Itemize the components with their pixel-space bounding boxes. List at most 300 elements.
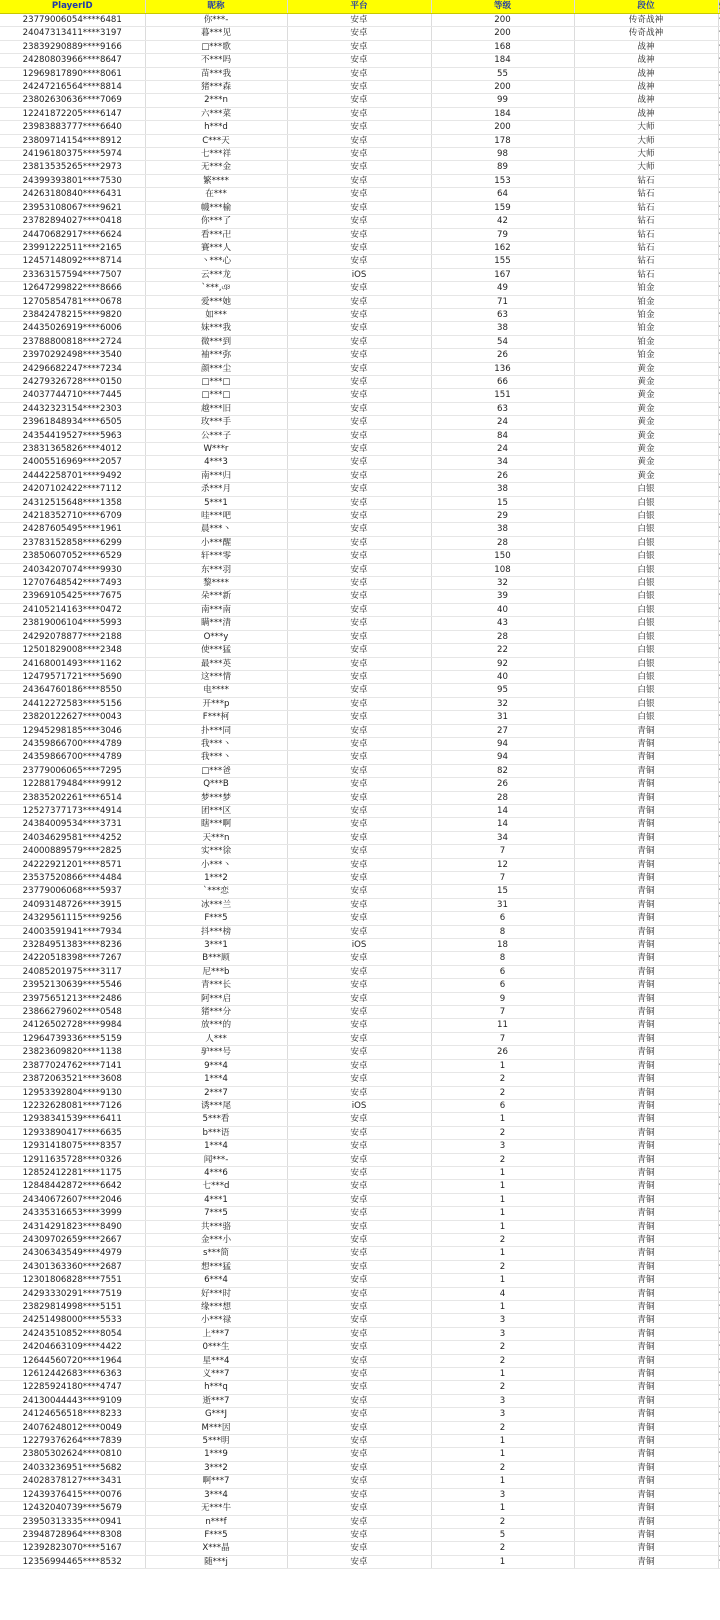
cell-level: 32 — [431, 697, 574, 710]
cell-nickname: 义***7 — [145, 1368, 287, 1381]
cell-platform: 安卓 — [287, 1113, 431, 1126]
cell-platform: 安卓 — [287, 603, 431, 616]
cell-player-id: 12232628081****7126 — [0, 1099, 145, 1112]
cell-nickname: 使***猛 — [145, 644, 287, 657]
cell-player-id: 24384009534****3731 — [0, 818, 145, 831]
cell-level: 24 — [431, 416, 574, 429]
cell-nickname: 晨***丶 — [145, 523, 287, 536]
cell-nickname: 扑***同 — [145, 724, 287, 737]
cell-platform: 安卓 — [287, 14, 431, 27]
cell-player-id: 24306343549****4979 — [0, 1247, 145, 1260]
cell-level: 39 — [431, 590, 574, 603]
cell-platform: 安卓 — [287, 670, 431, 683]
cell-nickname: 云***龙 — [145, 268, 287, 281]
cell-level: 4 — [431, 1287, 574, 1300]
cell-player-id: 23948728964****8308 — [0, 1528, 145, 1541]
cell-nickname: 如*** — [145, 308, 287, 321]
cell-platform: 安卓 — [287, 965, 431, 978]
cell-level: 79 — [431, 228, 574, 241]
cell-level: 2 — [431, 1126, 574, 1139]
cell-level: 89 — [431, 161, 574, 174]
cell-nickname: 幭***榆 — [145, 201, 287, 214]
table-row — [0, 1502, 720, 1515]
cell-platform: 安卓 — [287, 764, 431, 777]
header-nickname: 昵称 — [145, 0, 287, 14]
cell-player-id: 23813535265****2973 — [0, 161, 145, 174]
table-row — [0, 1555, 720, 1568]
table-row — [0, 711, 720, 724]
cell-rank: 白银 — [574, 617, 718, 630]
cell-nickname: 天***n — [145, 831, 287, 844]
cell-platform: 安卓 — [287, 188, 431, 201]
table-row — [0, 375, 720, 388]
cell-nickname: 你***- — [145, 14, 287, 27]
cell-platform: 安卓 — [287, 1435, 431, 1448]
cell-rank: 铂金 — [574, 282, 718, 295]
cell-player-id: 24263180840****6431 — [0, 188, 145, 201]
table-row — [0, 684, 720, 697]
cell-platform: 安卓 — [287, 322, 431, 335]
cell-rank: 青铜 — [574, 1220, 718, 1233]
cell-level: 28 — [431, 791, 574, 804]
cell-rank: 铂金 — [574, 335, 718, 348]
cell-nickname: 5***看 — [145, 1113, 287, 1126]
cell-rank: 白银 — [574, 577, 718, 590]
table-row — [0, 939, 720, 952]
table-row — [0, 1126, 720, 1139]
cell-player-id: 23779006068****5937 — [0, 885, 145, 898]
cell-rank: 青铜 — [574, 885, 718, 898]
cell-rank: 钻石 — [574, 174, 718, 187]
cell-platform: 安卓 — [287, 1260, 431, 1273]
cell-platform: 安卓 — [287, 1555, 431, 1568]
cell-platform: 安卓 — [287, 1287, 431, 1300]
table-row — [0, 965, 720, 978]
cell-rank: 钻石 — [574, 228, 718, 241]
cell-platform: 安卓 — [287, 402, 431, 415]
cell-level: 2 — [431, 1153, 574, 1166]
cell-nickname: 1***9 — [145, 1448, 287, 1461]
cell-level: 153 — [431, 174, 574, 187]
cell-platform: 安卓 — [287, 831, 431, 844]
cell-rank: 战神 — [574, 54, 718, 67]
cell-level: 55 — [431, 67, 574, 80]
cell-platform: 安卓 — [287, 912, 431, 925]
cell-player-id: 24251498000****5533 — [0, 1314, 145, 1327]
table-row — [0, 1140, 720, 1153]
table-row — [0, 952, 720, 965]
cell-rank: 青铜 — [574, 952, 718, 965]
cell-platform: 安卓 — [287, 215, 431, 228]
table-row — [0, 429, 720, 442]
cell-nickname: 暮***见 — [145, 27, 287, 40]
cell-player-id: 12938341539****6411 — [0, 1113, 145, 1126]
cell-platform: 安卓 — [287, 1327, 431, 1340]
cell-platform: 安卓 — [287, 1502, 431, 1515]
cell-level: 92 — [431, 657, 574, 670]
table-row — [0, 510, 720, 523]
cell-rank: 战神 — [574, 94, 718, 107]
cell-nickname: 小***禄 — [145, 1314, 287, 1327]
cell-level: 26 — [431, 778, 574, 791]
cell-player-id: 24204663109****4422 — [0, 1341, 145, 1354]
cell-rank: 白银 — [574, 536, 718, 549]
cell-player-id: 12612442683****6363 — [0, 1368, 145, 1381]
cell-player-id: 24196180375****5974 — [0, 148, 145, 161]
cell-player-id: 24432323154****2303 — [0, 402, 145, 415]
cell-player-id: 24085201975****3117 — [0, 965, 145, 978]
cell-player-id: 12285924180****4747 — [0, 1381, 145, 1394]
cell-level: 2 — [431, 1233, 574, 1246]
cell-rank: 青铜 — [574, 1461, 718, 1474]
table-row — [0, 54, 720, 67]
cell-rank: 青铜 — [574, 1153, 718, 1166]
cell-platform: 安卓 — [287, 349, 431, 362]
cell-platform: 安卓 — [287, 362, 431, 375]
table-row — [0, 121, 720, 134]
cell-level: 3 — [431, 1488, 574, 1501]
cell-player-id: 24033236951****5682 — [0, 1461, 145, 1474]
cell-nickname: 3***2 — [145, 1461, 287, 1474]
cell-platform: 安卓 — [287, 1394, 431, 1407]
table-row — [0, 402, 720, 415]
cell-level: 94 — [431, 737, 574, 750]
cell-platform: 安卓 — [287, 845, 431, 858]
cell-nickname: 公***子 — [145, 429, 287, 442]
header-row — [0, 0, 720, 14]
cell-level: 168 — [431, 40, 574, 53]
cell-player-id: 12933890417****6635 — [0, 1126, 145, 1139]
cell-platform: 安卓 — [287, 443, 431, 456]
cell-level: 1 — [431, 1502, 574, 1515]
cell-rank: 黄金 — [574, 469, 718, 482]
table-row — [0, 1341, 720, 1354]
cell-level: 2 — [431, 1354, 574, 1367]
table-row — [0, 724, 720, 737]
cell-platform: 安卓 — [287, 1059, 431, 1072]
cell-player-id: 23839290889****9166 — [0, 40, 145, 53]
cell-nickname: 六***菜 — [145, 107, 287, 120]
table-row — [0, 670, 720, 683]
cell-player-id: 12457148092****8714 — [0, 255, 145, 268]
cell-platform: 安卓 — [287, 577, 431, 590]
cell-nickname: 你***了 — [145, 215, 287, 228]
cell-nickname: 7***5 — [145, 1207, 287, 1220]
cell-rank: 白银 — [574, 657, 718, 670]
cell-player-id: 24442258701****9492 — [0, 469, 145, 482]
table-row — [0, 201, 720, 214]
cell-platform: 安卓 — [287, 389, 431, 402]
cell-player-id: 23537520866****4484 — [0, 872, 145, 885]
cell-rank: 黄金 — [574, 416, 718, 429]
cell-platform: 安卓 — [287, 1019, 431, 1032]
table-row — [0, 295, 720, 308]
cell-platform: 安卓 — [287, 1247, 431, 1260]
cell-nickname: 南***归 — [145, 469, 287, 482]
cell-player-id: 12911635728****0326 — [0, 1153, 145, 1166]
cell-level: 178 — [431, 134, 574, 147]
cell-nickname: 诱***尾 — [145, 1099, 287, 1112]
cell-nickname: 想***猛 — [145, 1260, 287, 1273]
cell-player-id: 24093148726****3915 — [0, 898, 145, 911]
cell-rank: 青铜 — [574, 1515, 718, 1528]
cell-rank: 黄金 — [574, 443, 718, 456]
cell-level: 54 — [431, 335, 574, 348]
cell-player-id: 24435026919****6006 — [0, 322, 145, 335]
cell-nickname: 爱***她 — [145, 295, 287, 308]
cell-player-id: 23779006054****6481 — [0, 14, 145, 27]
cell-player-id: 24340672607****2046 — [0, 1193, 145, 1206]
cell-rank: 青铜 — [574, 1502, 718, 1515]
cell-player-id: 24292078877****2188 — [0, 630, 145, 643]
cell-nickname: 看***卍 — [145, 228, 287, 241]
cell-nickname: 猪***森 — [145, 81, 287, 94]
cell-platform: 安卓 — [287, 40, 431, 53]
table-row — [0, 322, 720, 335]
cell-level: 26 — [431, 349, 574, 362]
cell-rank: 青铜 — [574, 804, 718, 817]
cell-player-id: 24218352710****6709 — [0, 510, 145, 523]
cell-rank: 青铜 — [574, 858, 718, 871]
cell-rank: 青铜 — [574, 1233, 718, 1246]
cell-level: 14 — [431, 804, 574, 817]
cell-level: 1 — [431, 1180, 574, 1193]
cell-player-id: 23823609820****1138 — [0, 1046, 145, 1059]
table-row — [0, 644, 720, 657]
table-row — [0, 1394, 720, 1407]
cell-player-id: 23284951383****8236 — [0, 939, 145, 952]
cell-nickname: 1***4 — [145, 1073, 287, 1086]
cell-level: 22 — [431, 644, 574, 657]
cell-player-id: 12356994465****8532 — [0, 1555, 145, 1568]
cell-player-id: 23975651213****2486 — [0, 992, 145, 1005]
cell-rank: 青铜 — [574, 1421, 718, 1434]
cell-level: 2 — [431, 1381, 574, 1394]
cell-level: 1 — [431, 1247, 574, 1260]
cell-player-id: 24309702659****2667 — [0, 1233, 145, 1246]
table-header — [0, 0, 720, 14]
cell-player-id: 24168001493****1162 — [0, 657, 145, 670]
table-row — [0, 1046, 720, 1059]
cell-player-id: 24359866700****4789 — [0, 751, 145, 764]
cell-rank: 青铜 — [574, 1099, 718, 1112]
cell-level: 84 — [431, 429, 574, 442]
cell-platform: 安卓 — [287, 737, 431, 750]
cell-platform: 安卓 — [287, 536, 431, 549]
cell-level: 40 — [431, 670, 574, 683]
cell-level: 1 — [431, 1555, 574, 1568]
cell-nickname: 电**** — [145, 684, 287, 697]
cell-player-id: 23850607052****6529 — [0, 550, 145, 563]
cell-nickname: 6***4 — [145, 1274, 287, 1287]
table-row — [0, 1073, 720, 1086]
cell-rank: 青铜 — [574, 1274, 718, 1287]
cell-player-id: 23969105425****7675 — [0, 590, 145, 603]
cell-rank: 青铜 — [574, 898, 718, 911]
cell-nickname: 小***丶 — [145, 858, 287, 871]
cell-rank: 青铜 — [574, 1207, 718, 1220]
table-row — [0, 831, 720, 844]
cell-player-id: 24034207074****9930 — [0, 563, 145, 576]
cell-player-id: 23783152858****6299 — [0, 536, 145, 549]
cell-rank: 青铜 — [574, 992, 718, 1005]
cell-player-id: 12479571721****5690 — [0, 670, 145, 683]
cell-nickname: 瞎***啊 — [145, 818, 287, 831]
cell-level: 15 — [431, 496, 574, 509]
cell-level: 82 — [431, 764, 574, 777]
cell-rank: 青铜 — [574, 764, 718, 777]
cell-level: 2 — [431, 1461, 574, 1474]
table-row — [0, 751, 720, 764]
cell-nickname: F***柯 — [145, 711, 287, 724]
cell-level: 34 — [431, 831, 574, 844]
table-row — [0, 1475, 720, 1488]
table-row — [0, 657, 720, 670]
cell-player-id: 12501829008****2348 — [0, 644, 145, 657]
table-row — [0, 134, 720, 147]
cell-level: 9 — [431, 992, 574, 1005]
cell-level: 15 — [431, 885, 574, 898]
table-row — [0, 778, 720, 791]
cell-level: 1 — [431, 1274, 574, 1287]
cell-level: 200 — [431, 14, 574, 27]
cell-platform: 安卓 — [287, 804, 431, 817]
cell-rank: 青铜 — [574, 939, 718, 952]
cell-player-id: 23363157594****7507 — [0, 268, 145, 281]
cell-level: 1 — [431, 1435, 574, 1448]
cell-nickname: 闻***- — [145, 1153, 287, 1166]
cell-rank: 白银 — [574, 510, 718, 523]
cell-platform: 安卓 — [287, 617, 431, 630]
table-row — [0, 791, 720, 804]
cell-level: 2 — [431, 1421, 574, 1434]
cell-platform: 安卓 — [287, 282, 431, 295]
cell-rank: 铂金 — [574, 349, 718, 362]
cell-rank: 黄金 — [574, 375, 718, 388]
cell-level: 184 — [431, 54, 574, 67]
cell-player-id: 12644560720****1964 — [0, 1354, 145, 1367]
table-row — [0, 188, 720, 201]
cell-rank: 钻石 — [574, 201, 718, 214]
cell-level: 2 — [431, 1073, 574, 1086]
cell-rank: 青铜 — [574, 1193, 718, 1206]
cell-rank: 白银 — [574, 603, 718, 616]
cell-platform: 安卓 — [287, 456, 431, 469]
table-row — [0, 617, 720, 630]
cell-level: 2 — [431, 1542, 574, 1555]
cell-platform: 安卓 — [287, 563, 431, 576]
cell-level: 7 — [431, 1006, 574, 1019]
table-row — [0, 630, 720, 643]
table-row — [0, 1448, 720, 1461]
cell-platform: 安卓 — [287, 1180, 431, 1193]
cell-rank: 黄金 — [574, 389, 718, 402]
cell-level: 1 — [431, 1166, 574, 1179]
cell-rank: 青铜 — [574, 1488, 718, 1501]
cell-platform: 安卓 — [287, 134, 431, 147]
cell-level: 95 — [431, 684, 574, 697]
cell-platform: 安卓 — [287, 1461, 431, 1474]
cell-platform: 安卓 — [287, 523, 431, 536]
cell-nickname: 南***南 — [145, 603, 287, 616]
table-body — [0, 14, 720, 1569]
table-row — [0, 898, 720, 911]
cell-rank: 青铜 — [574, 1032, 718, 1045]
cell-rank: 白银 — [574, 563, 718, 576]
cell-nickname: `***恋 — [145, 885, 287, 898]
cell-platform: 安卓 — [287, 1140, 431, 1153]
cell-nickname: n***f — [145, 1515, 287, 1528]
cell-player-id: 24354419527****5963 — [0, 429, 145, 442]
table-row — [0, 1180, 720, 1193]
cell-nickname: 青***长 — [145, 979, 287, 992]
cell-rank: 传奇战神 — [574, 27, 718, 40]
cell-nickname: 妹***我 — [145, 322, 287, 335]
header-rank: 段位 — [574, 0, 718, 14]
cell-nickname: 七***祥 — [145, 148, 287, 161]
cell-nickname: 朵***新 — [145, 590, 287, 603]
cell-player-id: 24003591941****7934 — [0, 925, 145, 938]
cell-player-id: 23950313335****0941 — [0, 1515, 145, 1528]
cell-platform: 安卓 — [287, 1542, 431, 1555]
table-row — [0, 697, 720, 710]
cell-nickname: 哇***吧 — [145, 510, 287, 523]
table-row — [0, 215, 720, 228]
cell-nickname: 4***1 — [145, 1193, 287, 1206]
table-row — [0, 241, 720, 254]
cell-nickname: 越***旧 — [145, 402, 287, 415]
table-row — [0, 1019, 720, 1032]
cell-player-id: 12707648542****7493 — [0, 577, 145, 590]
cell-rank: 青铜 — [574, 1354, 718, 1367]
cell-rank: 大师 — [574, 161, 718, 174]
table-row — [0, 1381, 720, 1394]
cell-platform: 安卓 — [287, 81, 431, 94]
table-row — [0, 349, 720, 362]
cell-nickname: F***5 — [145, 1528, 287, 1541]
cell-nickname: W***r — [145, 443, 287, 456]
cell-player-id: 12527377173****4914 — [0, 804, 145, 817]
cell-nickname: 1***2 — [145, 872, 287, 885]
table-row — [0, 818, 720, 831]
cell-nickname: 梦***梦 — [145, 791, 287, 804]
cell-platform: 安卓 — [287, 818, 431, 831]
table-row — [0, 1153, 720, 1166]
cell-level: 184 — [431, 107, 574, 120]
cell-platform: 安卓 — [287, 1166, 431, 1179]
cell-nickname: 阿***启 — [145, 992, 287, 1005]
cell-level: 18 — [431, 939, 574, 952]
cell-platform: 安卓 — [287, 375, 431, 388]
cell-player-id: 24028378127****3431 — [0, 1475, 145, 1488]
cell-level: 200 — [431, 81, 574, 94]
cell-rank: 青铜 — [574, 1394, 718, 1407]
table-row — [0, 1274, 720, 1287]
cell-level: 99 — [431, 94, 574, 107]
cell-nickname: h***q — [145, 1381, 287, 1394]
cell-player-id: 23991222511****2165 — [0, 241, 145, 254]
cell-platform: 安卓 — [287, 496, 431, 509]
cell-rank: 铂金 — [574, 295, 718, 308]
table-row — [0, 362, 720, 375]
cell-rank: 白银 — [574, 670, 718, 683]
cell-player-id: 23983883777****6640 — [0, 121, 145, 134]
cell-platform: 安卓 — [287, 1448, 431, 1461]
table-row — [0, 550, 720, 563]
cell-rank: 青铜 — [574, 845, 718, 858]
cell-rank: 钻石 — [574, 268, 718, 281]
cell-rank: 青铜 — [574, 737, 718, 750]
